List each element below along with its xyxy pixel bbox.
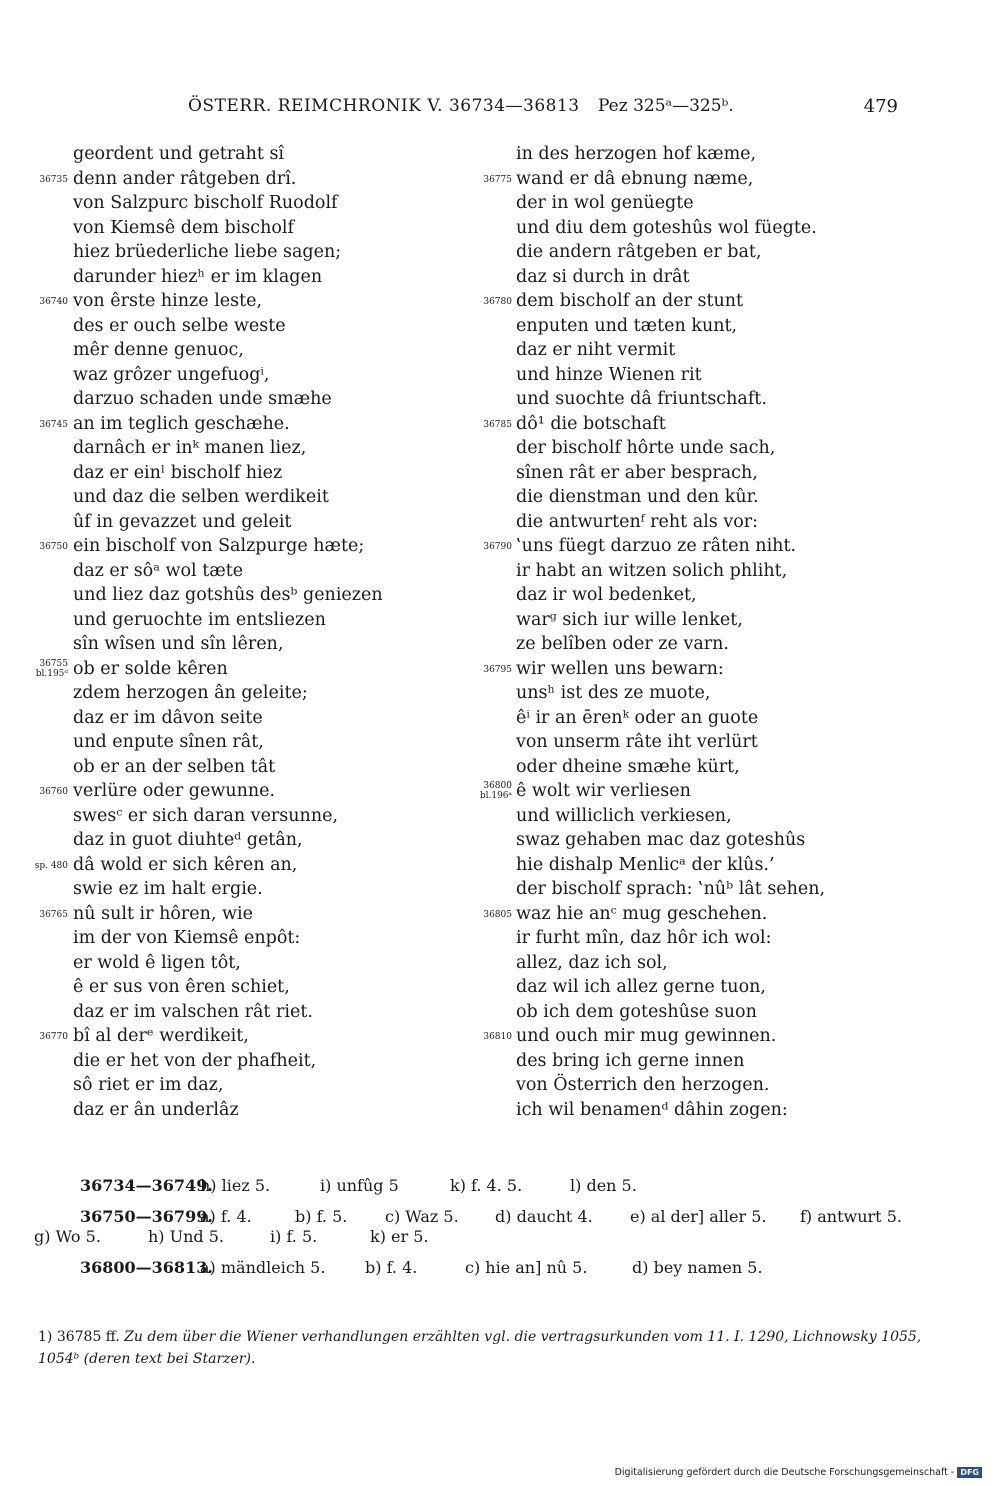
verse-text: die andern râtgeben er bat, xyxy=(516,242,762,262)
verse-text: daz in guot diuhteᵈ getân, xyxy=(73,830,303,850)
verse-text: swie ez im halt ergie. xyxy=(73,879,263,899)
verse-line xyxy=(470,363,950,388)
verse-line xyxy=(0,265,480,290)
verse-line xyxy=(470,289,950,314)
verse-line xyxy=(0,926,480,951)
verse-text: und daz die selben werdikeit xyxy=(73,487,329,507)
verse-text: daz er ân underlâz xyxy=(73,1099,239,1120)
verse-text: daz si durch in drât xyxy=(516,266,690,287)
verse-line xyxy=(0,485,480,510)
verse-text: swesᶜ er sich daran versunne, xyxy=(73,805,339,826)
variant-row-1 xyxy=(80,1176,637,1195)
verse-text: die antwurtenᶠ reht als vor: xyxy=(516,511,759,532)
verse-line xyxy=(470,534,950,559)
verse-line xyxy=(470,657,950,682)
verse-line xyxy=(0,338,480,363)
verse-line xyxy=(470,1000,950,1025)
verse-line xyxy=(0,608,480,633)
line-number-value: 36765 xyxy=(39,909,68,920)
verse-line xyxy=(0,681,480,706)
footnote xyxy=(38,1326,938,1370)
line-number-value: 36735 xyxy=(39,174,68,185)
verse-line xyxy=(0,559,480,584)
line-number-value: 36745 xyxy=(39,419,68,430)
verse-line xyxy=(470,510,950,535)
verse-line xyxy=(0,1098,480,1123)
verse-line xyxy=(470,877,950,902)
verse-text: ob er solde kêren xyxy=(73,658,228,679)
verse-line xyxy=(0,1049,480,1074)
variant-note: k) er 5. xyxy=(370,1227,429,1246)
verse-line xyxy=(470,804,950,829)
variant-note: a) mändleich 5. xyxy=(200,1258,326,1277)
verse-text: oder dheine smæhe kürt, xyxy=(516,756,740,777)
verse-line xyxy=(470,926,950,951)
running-header xyxy=(188,96,898,122)
verse-text: ob er an der selben tât xyxy=(73,756,276,777)
verse-line xyxy=(0,412,480,437)
line-number-value: sp. 480 xyxy=(34,860,68,871)
verse-line xyxy=(470,412,950,437)
line-number-value: 36795 xyxy=(483,664,512,675)
verse-line xyxy=(470,559,950,584)
verse-line xyxy=(470,1073,950,1098)
verse-text: ze belîben oder ze varn. xyxy=(516,634,729,654)
verse-line xyxy=(0,191,480,216)
footnote-text: Zu dem über die Wiener verhandlungen erzählten vgl. die vertragsurkunden vom 11. I. 1290, Lichnowsky 1055, 1054ᵇ (deren text bei Starzer). xyxy=(38,1329,922,1367)
variant-range: 36734—36749. xyxy=(80,1176,213,1195)
verse-line xyxy=(0,461,480,486)
verse-line xyxy=(0,828,480,853)
verse-line xyxy=(470,191,950,216)
verse-line xyxy=(470,314,950,339)
verse-line xyxy=(470,461,950,486)
verse-line xyxy=(0,436,480,461)
variant-note: c) hie an] nû 5. xyxy=(465,1258,588,1277)
verse-line xyxy=(470,975,950,1000)
verse-text: swaz gehaben mac daz goteshûs xyxy=(516,830,806,850)
verse-text: darzuo schaden unde smæhe xyxy=(73,389,332,409)
verse-text: die dienstman und den kûr. xyxy=(516,487,759,507)
line-number xyxy=(20,861,68,871)
verse-line xyxy=(470,853,950,878)
verse-text: allez, daz ich sol, xyxy=(516,952,668,973)
verse-text: dô¹ die botschaft xyxy=(516,413,666,434)
verse-text: geordent und getraht sî xyxy=(73,144,285,164)
verse-text: ir furht mîn, daz hôr ich wol: xyxy=(516,928,772,948)
line-number xyxy=(20,910,68,920)
verse-text: von Kiemsê dem bischolf xyxy=(73,217,294,238)
verse-text: der in wol genüegte xyxy=(516,193,694,213)
line-number xyxy=(20,787,68,797)
verse-text: daz er sôᵃ wol tæte xyxy=(73,560,244,581)
verse-line xyxy=(0,706,480,731)
verse-line xyxy=(470,265,950,290)
verse-text: daz er einˡ bischolf hiez xyxy=(73,462,283,483)
verse-text: von Österrich den herzogen. xyxy=(516,1075,770,1095)
verse-line xyxy=(470,951,950,976)
verse-text: ir habt an witzen solich phliht, xyxy=(516,560,788,581)
verse-text: er wold ê ligen tôt, xyxy=(73,952,241,973)
verse-text: bî al derᵉ werdikeit, xyxy=(73,1026,249,1046)
verse-line xyxy=(470,681,950,706)
verse-text: ob ich dem goteshûse suon xyxy=(516,1001,757,1022)
verse-line xyxy=(0,804,480,829)
verse-text: ‛uns füegt darzuo ze râten niht. xyxy=(516,536,797,556)
verse-text: verlüre oder gewunne. xyxy=(73,781,276,801)
variant-note: d) bey namen 5. xyxy=(632,1258,763,1277)
line-number-value: 36750 xyxy=(39,542,68,552)
dfg-credit xyxy=(615,1467,982,1478)
verse-text: daz wil ich allez gerne tuon, xyxy=(516,977,766,997)
verse-text: ich wil benamenᵈ dâhin zogen: xyxy=(516,1099,788,1120)
verse-line xyxy=(0,387,480,412)
verse-line xyxy=(470,338,950,363)
verse-text: von unserm râte iht verlürt xyxy=(516,732,758,752)
line-number-value: 36780 xyxy=(483,297,512,307)
verse-text: in des herzogen hof kæme, xyxy=(516,144,757,164)
verse-line xyxy=(0,534,480,559)
verse-line xyxy=(0,1024,480,1049)
verse-text: sîn wîsen und sîn lêren, xyxy=(73,634,284,654)
verse-text: unsʰ ist des ze muote, xyxy=(516,683,711,703)
verse-text: und williclich verkiesen, xyxy=(516,805,732,826)
variant-row-2 xyxy=(80,1207,902,1226)
pez-reference: Pez 325ᵃ—325ᵇ. xyxy=(598,96,734,116)
variant-note: a) f. 4. xyxy=(200,1207,252,1226)
line-number-value: 36805 xyxy=(483,909,512,920)
running-title: ÖSTERR. REIMCHRONIK V. 36734—36813 xyxy=(188,96,580,116)
verse-text: daz er niht vermit xyxy=(516,340,676,360)
verse-text: und liez daz gotshûs desᵇ geniezen xyxy=(73,585,383,605)
folio-marker: bl.196ᵃ xyxy=(479,791,512,801)
verse-text: waz hie anᶜ mug geschehen. xyxy=(516,903,768,924)
line-number-value: 36770 xyxy=(39,1032,68,1042)
verse-line xyxy=(0,583,480,608)
verse-line xyxy=(470,730,950,755)
line-number-value: 36760 xyxy=(39,787,68,797)
verse-line xyxy=(0,975,480,1000)
verse-line xyxy=(0,632,480,657)
verse-line xyxy=(470,1049,950,1074)
right-verse-column xyxy=(470,142,950,1122)
verse-line xyxy=(0,853,480,878)
variant-note: i) unfûg 5 xyxy=(320,1176,399,1195)
variant-note: f) antwurt 5. xyxy=(800,1207,902,1226)
verse-line xyxy=(470,142,950,167)
line-number-value: 36740 xyxy=(39,297,68,307)
verse-text: und hinze Wienen rit xyxy=(516,364,702,385)
verse-line xyxy=(470,583,950,608)
verse-text: zdem herzogen ân geleite; xyxy=(73,683,308,703)
line-number xyxy=(460,665,512,675)
verse-line xyxy=(0,951,480,976)
verse-text: und ouch mir mug gewinnen. xyxy=(516,1026,777,1046)
verse-text: denn ander râtgeben drî. xyxy=(73,168,297,189)
verse-text: und diu dem goteshûs wol füegte. xyxy=(516,217,817,238)
verse-line xyxy=(0,289,480,314)
verse-text: darunder hiezʰ er im klagen xyxy=(73,266,323,287)
line-number xyxy=(460,542,512,552)
variant-range: 36750—36799. xyxy=(80,1207,213,1226)
verse-text: der bischolf hôrte unde sach, xyxy=(516,438,776,458)
line-number xyxy=(20,542,68,552)
verse-text: wir wellen uns bewarn: xyxy=(516,658,724,679)
verse-line xyxy=(470,485,950,510)
verse-text: von Salzpurc bischolf Ruodolf xyxy=(73,193,338,213)
verse-line xyxy=(470,167,950,192)
verse-text: von êrste hinze leste, xyxy=(73,291,263,311)
verse-line xyxy=(470,608,950,633)
verse-line xyxy=(470,1098,950,1123)
verse-text: daz er im dâvon seite xyxy=(73,707,263,728)
verse-line xyxy=(470,1024,950,1049)
verse-line xyxy=(470,755,950,780)
verse-text: und suochte dâ friuntschaft. xyxy=(516,389,767,409)
verse-text: ein bischolf von Salzpurge hæte; xyxy=(73,536,365,556)
variant-note: k) f. 4. 5. xyxy=(450,1176,523,1195)
line-number-value: 36775 xyxy=(483,174,512,185)
verse-text: des bring ich gerne innen xyxy=(516,1050,745,1071)
verse-text: enputen und tæten kunt, xyxy=(516,315,738,336)
variant-range: 36800—36813. xyxy=(80,1258,213,1277)
verse-line xyxy=(470,240,950,265)
variant-note: e) al der] aller 5. xyxy=(630,1207,767,1226)
verse-text: daz er im valschen rât riet. xyxy=(73,1001,313,1022)
page-number: 479 xyxy=(863,96,898,117)
line-number xyxy=(460,781,512,801)
verse-line xyxy=(0,167,480,192)
verse-text: wand er dâ ebnung næme, xyxy=(516,168,754,189)
verse-line xyxy=(0,779,480,804)
line-number xyxy=(460,175,512,185)
verse-text: dem bischolf an der stunt xyxy=(516,291,744,311)
variant-note: l) den 5. xyxy=(570,1176,637,1195)
verse-text: die er het von der phafheit, xyxy=(73,1050,317,1071)
line-number-value: 36755 xyxy=(39,658,68,669)
verse-line xyxy=(0,142,480,167)
verse-text: und geruochte im entsliezen xyxy=(73,609,326,630)
verse-line xyxy=(0,363,480,388)
verse-line xyxy=(470,216,950,241)
verse-text: nû sult ir hôren, wie xyxy=(73,903,253,924)
verse-line xyxy=(0,216,480,241)
verse-line xyxy=(0,902,480,927)
line-number xyxy=(20,175,68,185)
verse-text: ê wolt wir verliesen xyxy=(516,781,691,801)
verse-text: der bischolf sprach: ‛nûᵇ lât sehen, xyxy=(516,879,826,899)
verse-text: im der von Kiemsê enpôt: xyxy=(73,928,301,948)
variant-note: h) liez 5. xyxy=(200,1176,271,1195)
line-number xyxy=(20,297,68,307)
verse-text: ûf in gevazzet und geleit xyxy=(73,511,292,532)
variant-note: b) f. 4. xyxy=(365,1258,418,1277)
variant-row-2b xyxy=(34,1227,429,1246)
verse-line xyxy=(0,314,480,339)
variant-note: i) f. 5. xyxy=(270,1227,318,1246)
line-number xyxy=(20,1032,68,1042)
line-number-value: 36800 xyxy=(483,781,512,791)
verse-line xyxy=(0,755,480,780)
variant-note: g) Wo 5. xyxy=(34,1227,101,1246)
verse-text: daz ir wol bedenket, xyxy=(516,585,697,605)
folio-marker: bl.195ᵈ xyxy=(35,668,68,679)
verse-line xyxy=(0,877,480,902)
line-number xyxy=(460,910,512,920)
verse-text: und enpute sînen rât, xyxy=(73,732,264,752)
verse-text: sînen rât er aber besprach, xyxy=(516,462,758,483)
variant-row-3 xyxy=(80,1258,763,1277)
left-verse-column xyxy=(0,142,480,1122)
verse-text: dâ wold er sich kêren an, xyxy=(73,854,298,875)
verse-line xyxy=(470,632,950,657)
footnote-lead: 1) 36785 ff. xyxy=(38,1329,120,1345)
line-number-value: 36790 xyxy=(483,542,512,552)
verse-line xyxy=(0,730,480,755)
line-number-value: 36785 xyxy=(483,419,512,430)
verse-text: êⁱ ir an ērenᵏ oder an guote xyxy=(516,707,759,728)
verse-text: waz grôzer ungefuogⁱ, xyxy=(73,364,270,385)
dfg-logo: DFG xyxy=(957,1467,982,1478)
verse-text: sô riet er im daz, xyxy=(73,1075,224,1095)
verse-line xyxy=(0,657,480,682)
verse-line xyxy=(470,779,950,804)
verse-line xyxy=(0,510,480,535)
line-number xyxy=(20,420,68,430)
verse-text: des er ouch selbe weste xyxy=(73,315,286,336)
verse-text: hiez brüederliche liebe sagen; xyxy=(73,242,342,262)
verse-text: an im teglich geschæhe. xyxy=(73,413,290,434)
verse-line xyxy=(470,902,950,927)
verse-line xyxy=(470,387,950,412)
credit-text: Digitalisierung gefördert durch die Deutsche Forschungsgemeinschaft - xyxy=(614,1467,955,1478)
verse-line xyxy=(0,1073,480,1098)
line-number xyxy=(460,1032,512,1042)
verse-line xyxy=(0,240,480,265)
line-number xyxy=(460,420,512,430)
variant-note: d) daucht 4. xyxy=(495,1207,593,1226)
verse-line xyxy=(470,828,950,853)
variant-note: c) Waz 5. xyxy=(385,1207,459,1226)
line-number xyxy=(460,297,512,307)
verse-text: warᵍ sich iur wille lenket, xyxy=(516,609,743,630)
verse-text: mêr denne genuoc, xyxy=(73,340,244,360)
line-number xyxy=(20,659,68,679)
verse-text: hie dishalp Menlicᵃ der klûs.’ xyxy=(516,854,775,875)
verse-line xyxy=(470,706,950,731)
variant-note: h) Und 5. xyxy=(148,1227,225,1246)
verse-text: ê er sus von êren schiet, xyxy=(73,977,290,997)
line-number-value: 36810 xyxy=(483,1032,512,1042)
verse-line xyxy=(0,1000,480,1025)
verse-text: darnâch er inᵏ manen liez, xyxy=(73,438,307,458)
variant-note: b) f. 5. xyxy=(295,1207,348,1226)
verse-line xyxy=(470,436,950,461)
